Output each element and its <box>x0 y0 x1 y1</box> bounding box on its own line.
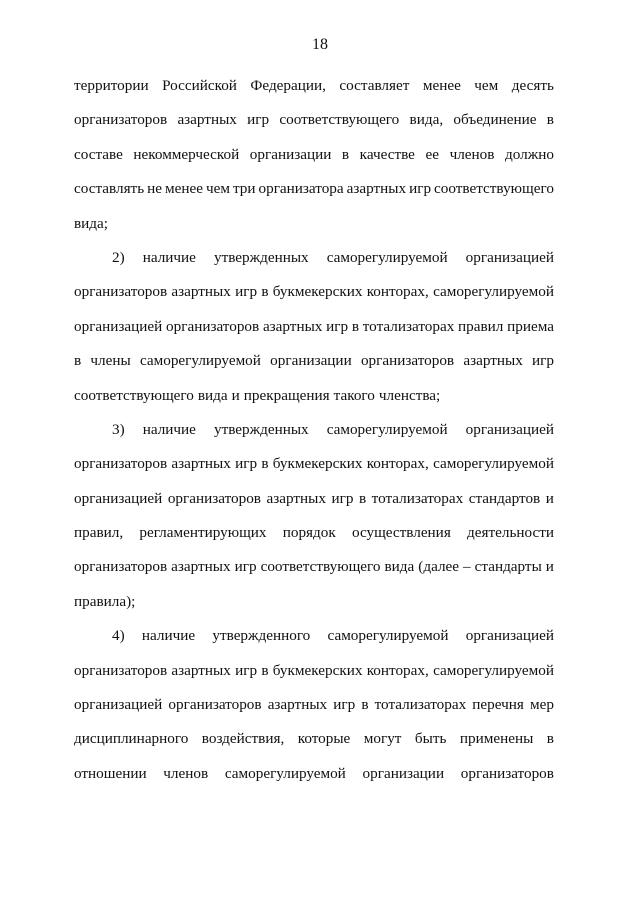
word: чем <box>205 180 230 198</box>
word: букмекерских <box>272 455 363 473</box>
word: вида, <box>409 111 444 129</box>
word: чем <box>474 77 499 94</box>
text-line <box>74 489 554 523</box>
word: азартных <box>267 696 328 714</box>
word: азартных <box>171 283 231 301</box>
word: должно <box>505 145 554 163</box>
word: игр <box>235 455 258 473</box>
word: утвержденных <box>213 420 309 438</box>
word: вида <box>197 386 228 404</box>
word: отношении <box>74 764 147 782</box>
word: и <box>545 489 554 507</box>
word: составлять <box>74 180 145 198</box>
word: игр <box>532 352 554 370</box>
word: организаторов <box>168 696 262 714</box>
word: наличие <box>142 248 196 266</box>
word: игр <box>235 661 258 679</box>
word: – <box>463 558 471 576</box>
word: осуществления <box>351 524 451 542</box>
text-line <box>74 214 554 248</box>
text-line <box>74 420 554 454</box>
word: организацией <box>74 696 163 714</box>
word: саморегулируемой <box>139 352 261 370</box>
word: десять <box>511 77 554 94</box>
word: прекращения <box>243 386 330 404</box>
word: азартных <box>171 455 231 473</box>
word: стандарты <box>474 558 542 576</box>
word: регламентирующих <box>139 524 267 542</box>
word: и <box>545 558 554 576</box>
word: в <box>341 145 350 163</box>
word: саморегулируемой <box>433 455 554 473</box>
word: тотализаторах <box>374 696 467 714</box>
text-line <box>74 557 554 591</box>
word: которые <box>297 730 351 748</box>
word: членов <box>449 145 495 163</box>
word: букмекерских <box>272 661 363 679</box>
word: букмекерских <box>272 283 363 301</box>
word: три <box>232 180 256 198</box>
word: организаторов <box>74 283 168 301</box>
word: организацией <box>465 420 554 438</box>
word: в <box>261 455 269 473</box>
text-line <box>74 76 554 110</box>
word: деятельности <box>467 524 554 542</box>
word: игр <box>247 111 270 129</box>
word: игр <box>333 696 356 714</box>
text-line <box>74 248 554 282</box>
word: конторах, <box>366 455 429 473</box>
word: организаторов <box>360 352 455 370</box>
word: азартных <box>177 111 237 129</box>
word: азартных <box>171 661 231 679</box>
word: организации <box>270 352 352 370</box>
text-line <box>74 317 554 351</box>
word: азартных <box>346 180 407 198</box>
word: воздействия, <box>201 730 285 748</box>
text-line <box>74 282 554 316</box>
word: менее <box>165 180 203 198</box>
word: такого <box>333 386 375 404</box>
text-line <box>74 145 554 179</box>
word: в <box>74 352 82 370</box>
word: стандартов <box>468 489 541 507</box>
word: Федерации, <box>250 77 326 94</box>
word: в <box>361 696 369 714</box>
word: азартных <box>262 317 323 335</box>
text-line <box>74 454 554 488</box>
word: игр <box>235 283 258 301</box>
word: правил, <box>74 524 124 542</box>
word: организаторов <box>74 111 168 129</box>
word: быть <box>414 730 447 748</box>
text-line <box>74 351 554 385</box>
word: азартных <box>171 558 231 576</box>
word: 2) <box>112 248 125 266</box>
word: вида; <box>74 214 108 232</box>
word: соответствующего <box>279 111 400 129</box>
text-line <box>74 110 554 144</box>
word: не <box>147 180 162 198</box>
document-body <box>74 76 554 798</box>
word: составляет <box>339 77 410 94</box>
text-line <box>74 386 554 420</box>
word: тотализаторах <box>371 489 464 507</box>
text-line <box>74 179 554 213</box>
word: в <box>261 283 269 301</box>
word: членов <box>163 764 209 782</box>
word: игр <box>234 558 257 576</box>
word: члены <box>90 352 131 370</box>
word: организацией <box>465 248 554 266</box>
word: составе <box>74 145 123 163</box>
word: конторах, <box>366 661 429 679</box>
word: территории <box>74 77 149 94</box>
word: организатора <box>258 180 344 198</box>
word: правил <box>458 317 504 335</box>
word: саморегулируемой <box>433 283 554 301</box>
word: применены <box>459 730 534 748</box>
word: утвержденного <box>212 627 311 645</box>
word: Российской <box>162 77 237 94</box>
word: наличие <box>141 627 196 645</box>
word: качестве <box>359 145 415 163</box>
word: организаторов <box>74 455 168 473</box>
text-line <box>74 764 554 798</box>
word: в <box>546 730 554 748</box>
word: азартных <box>463 352 523 370</box>
word: 4) <box>112 627 125 645</box>
text-line <box>74 592 554 626</box>
word: в <box>261 661 269 679</box>
word: вида <box>384 558 415 576</box>
word: азартных <box>266 489 326 507</box>
word: объединение <box>453 111 537 129</box>
word: порядок <box>282 524 336 542</box>
word: саморегулируемой <box>433 661 554 679</box>
word: менее <box>422 77 461 94</box>
word: 3) <box>112 420 125 438</box>
word: организаторов <box>74 661 168 679</box>
text-line <box>74 523 554 557</box>
word: саморегулируемой <box>224 764 346 782</box>
word: ее <box>425 145 439 163</box>
word: саморегулируемой <box>326 420 448 438</box>
word: утвержденных <box>213 248 309 266</box>
word: организации <box>249 145 332 163</box>
word: организаторов <box>167 489 261 507</box>
word: в <box>351 317 359 335</box>
word: правила); <box>74 592 136 610</box>
word: соответствующего <box>434 180 554 198</box>
word: тотализаторах <box>362 317 455 335</box>
word: организаторов <box>74 558 168 576</box>
word: мер <box>530 696 554 714</box>
word: организаторов <box>166 317 260 335</box>
text-line <box>74 626 554 660</box>
word: перечня <box>472 696 524 714</box>
word: приема <box>507 317 554 335</box>
page-number: 18 <box>312 36 328 53</box>
word: в <box>358 489 367 507</box>
word: организацией <box>465 627 554 645</box>
word: организации <box>362 764 445 782</box>
text-line <box>74 661 554 695</box>
word: конторах, <box>366 283 429 301</box>
word: организаторов <box>460 764 554 782</box>
word: (далее <box>418 558 460 576</box>
word: дисциплинарного <box>74 730 189 748</box>
word: игр <box>326 317 349 335</box>
text-line <box>74 695 554 729</box>
word: могут <box>363 730 402 748</box>
word: соответствующего <box>74 386 194 404</box>
word: игр <box>331 489 354 507</box>
word: наличие <box>142 420 196 438</box>
text-line <box>74 729 554 763</box>
word: в <box>546 111 554 129</box>
word: саморегулируемой <box>326 248 448 266</box>
word: членства; <box>378 386 441 404</box>
word: соответствующего <box>260 558 381 576</box>
word: саморегулируемой <box>327 627 449 645</box>
word: организацией <box>74 489 163 507</box>
word: некоммерческой <box>133 145 240 163</box>
word: игр <box>409 180 432 198</box>
word: и <box>231 386 240 404</box>
word: организацией <box>74 317 163 335</box>
